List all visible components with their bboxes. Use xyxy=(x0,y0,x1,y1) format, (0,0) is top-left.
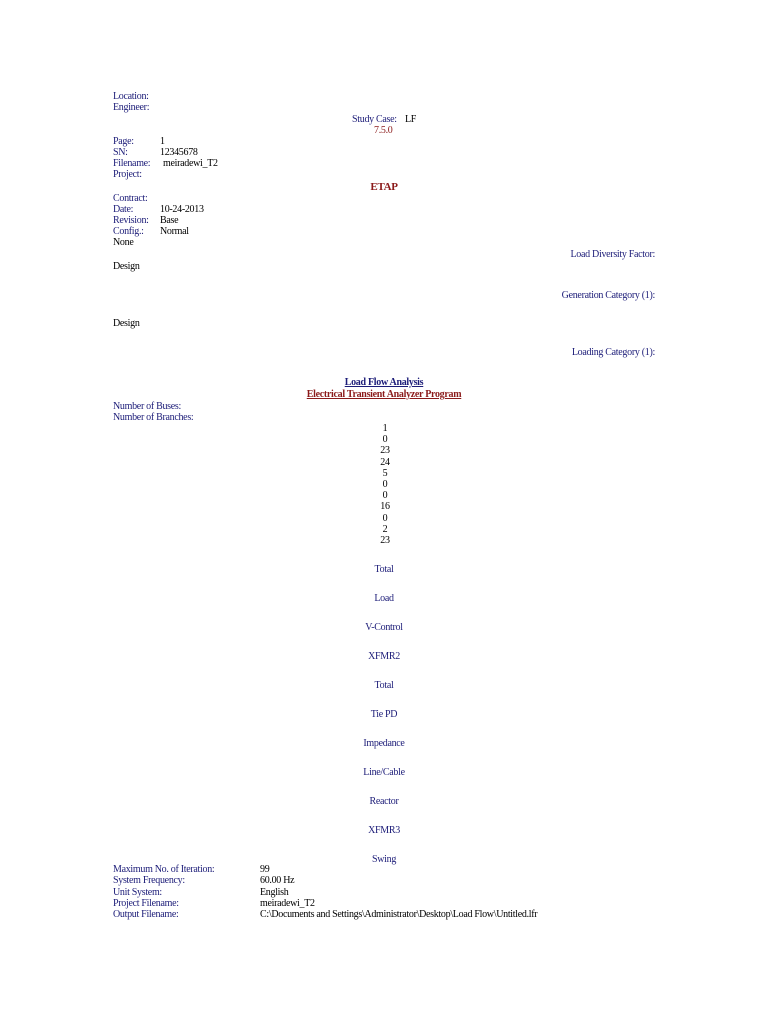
column-header-total-branches: Total xyxy=(374,680,394,691)
program-name: ETAP xyxy=(370,181,398,193)
load-diversity-value: None xyxy=(113,237,134,248)
serial-number: 12345678 xyxy=(160,147,198,158)
count-value: 0 xyxy=(382,512,388,524)
engineer-label: Engineer: xyxy=(113,102,150,113)
parameter-value: C:\Documents and Settings\Administrator\Desktop\Load Flow\Untitled.lfr xyxy=(260,909,538,920)
contract-label: Contract: xyxy=(113,193,148,204)
column-header-line-cable: Line/Cable xyxy=(363,767,405,778)
parameter-value: 60.00 Hz xyxy=(260,875,295,887)
page-label: Page: xyxy=(113,136,134,147)
count-value: 0 xyxy=(382,434,388,446)
count-value: 0 xyxy=(382,479,388,491)
column-headers xyxy=(0,555,768,874)
revision-label: Revision: xyxy=(113,215,149,226)
parameter-row-project-filename xyxy=(113,898,537,909)
parameter-row-iterations xyxy=(113,864,537,875)
column-header-swing: Swing xyxy=(371,854,397,865)
column-header-tie-pd: Tie PD xyxy=(370,709,398,720)
column-header-xfmr2: XFMR2 xyxy=(368,651,400,662)
parameter-label: Output Filename: xyxy=(113,909,179,920)
parameter-row-unit-system xyxy=(113,887,537,898)
generation-category-label: Generation Category (1): xyxy=(561,290,655,301)
column-header-xfmr3: XFMR3 xyxy=(368,825,400,836)
config-value: Normal xyxy=(160,226,189,237)
count-value: 5 xyxy=(382,467,388,479)
column-header-reactor: Reactor xyxy=(369,796,399,807)
load-diversity-label: Load Diversity Factor: xyxy=(570,249,655,260)
parameter-row-frequency xyxy=(113,875,537,886)
sn-label: SN: xyxy=(113,147,128,158)
count-values-column xyxy=(0,423,768,546)
count-value: 23 xyxy=(380,445,390,457)
buses-label: Number of Buses: xyxy=(113,401,181,412)
date-label: Date: xyxy=(113,204,134,215)
parameters-table xyxy=(113,864,537,920)
version-text: 7.5.0 xyxy=(374,125,393,136)
filename-value: meiradewi_T2 xyxy=(163,158,218,169)
column-header-impedance: Impedance xyxy=(363,738,405,749)
parameter-value: English xyxy=(260,886,289,898)
loading-category-label: Loading Category (1): xyxy=(571,347,655,358)
project-label: Project: xyxy=(113,169,142,180)
parameter-label: System Frequency: xyxy=(113,875,185,887)
location-label: Location: xyxy=(113,91,149,102)
page-number: 1 xyxy=(160,136,165,147)
revision-value: Base xyxy=(160,215,179,226)
count-value: 2 xyxy=(382,523,388,535)
count-value: 0 xyxy=(382,490,388,502)
parameter-value: 99 xyxy=(260,864,270,875)
loading-category-value: Design xyxy=(113,318,140,329)
report-title: Load Flow Analysis xyxy=(344,377,424,388)
count-value: 23 xyxy=(380,535,390,547)
report-subtitle: Electrical Transient Analyzer Program xyxy=(306,389,462,400)
count-value: 16 xyxy=(380,501,390,513)
parameter-label: Project Filename: xyxy=(113,897,179,909)
parameter-label: Unit System: xyxy=(113,886,162,898)
generation-category-value: Design xyxy=(113,261,140,272)
column-header-load: Load xyxy=(374,593,394,604)
column-header-total: Total xyxy=(374,564,394,575)
parameter-row-output-filename xyxy=(113,909,537,920)
study-case-label: Study Case: xyxy=(352,114,397,125)
count-value: 24 xyxy=(380,456,390,468)
parameter-value: meiradewi_T2 xyxy=(260,897,315,909)
date-value: 10-24-2013 xyxy=(160,204,204,215)
study-case-value: LF xyxy=(405,114,417,125)
branches-label: Number of Branches: xyxy=(113,412,194,423)
column-header-v-control: V-Control xyxy=(365,622,403,633)
filename-label: Filename: xyxy=(113,158,151,169)
config-label: Config.: xyxy=(113,226,144,237)
parameter-label: Maximum No. of Iteration: xyxy=(113,864,215,875)
count-value: 1 xyxy=(382,423,388,434)
